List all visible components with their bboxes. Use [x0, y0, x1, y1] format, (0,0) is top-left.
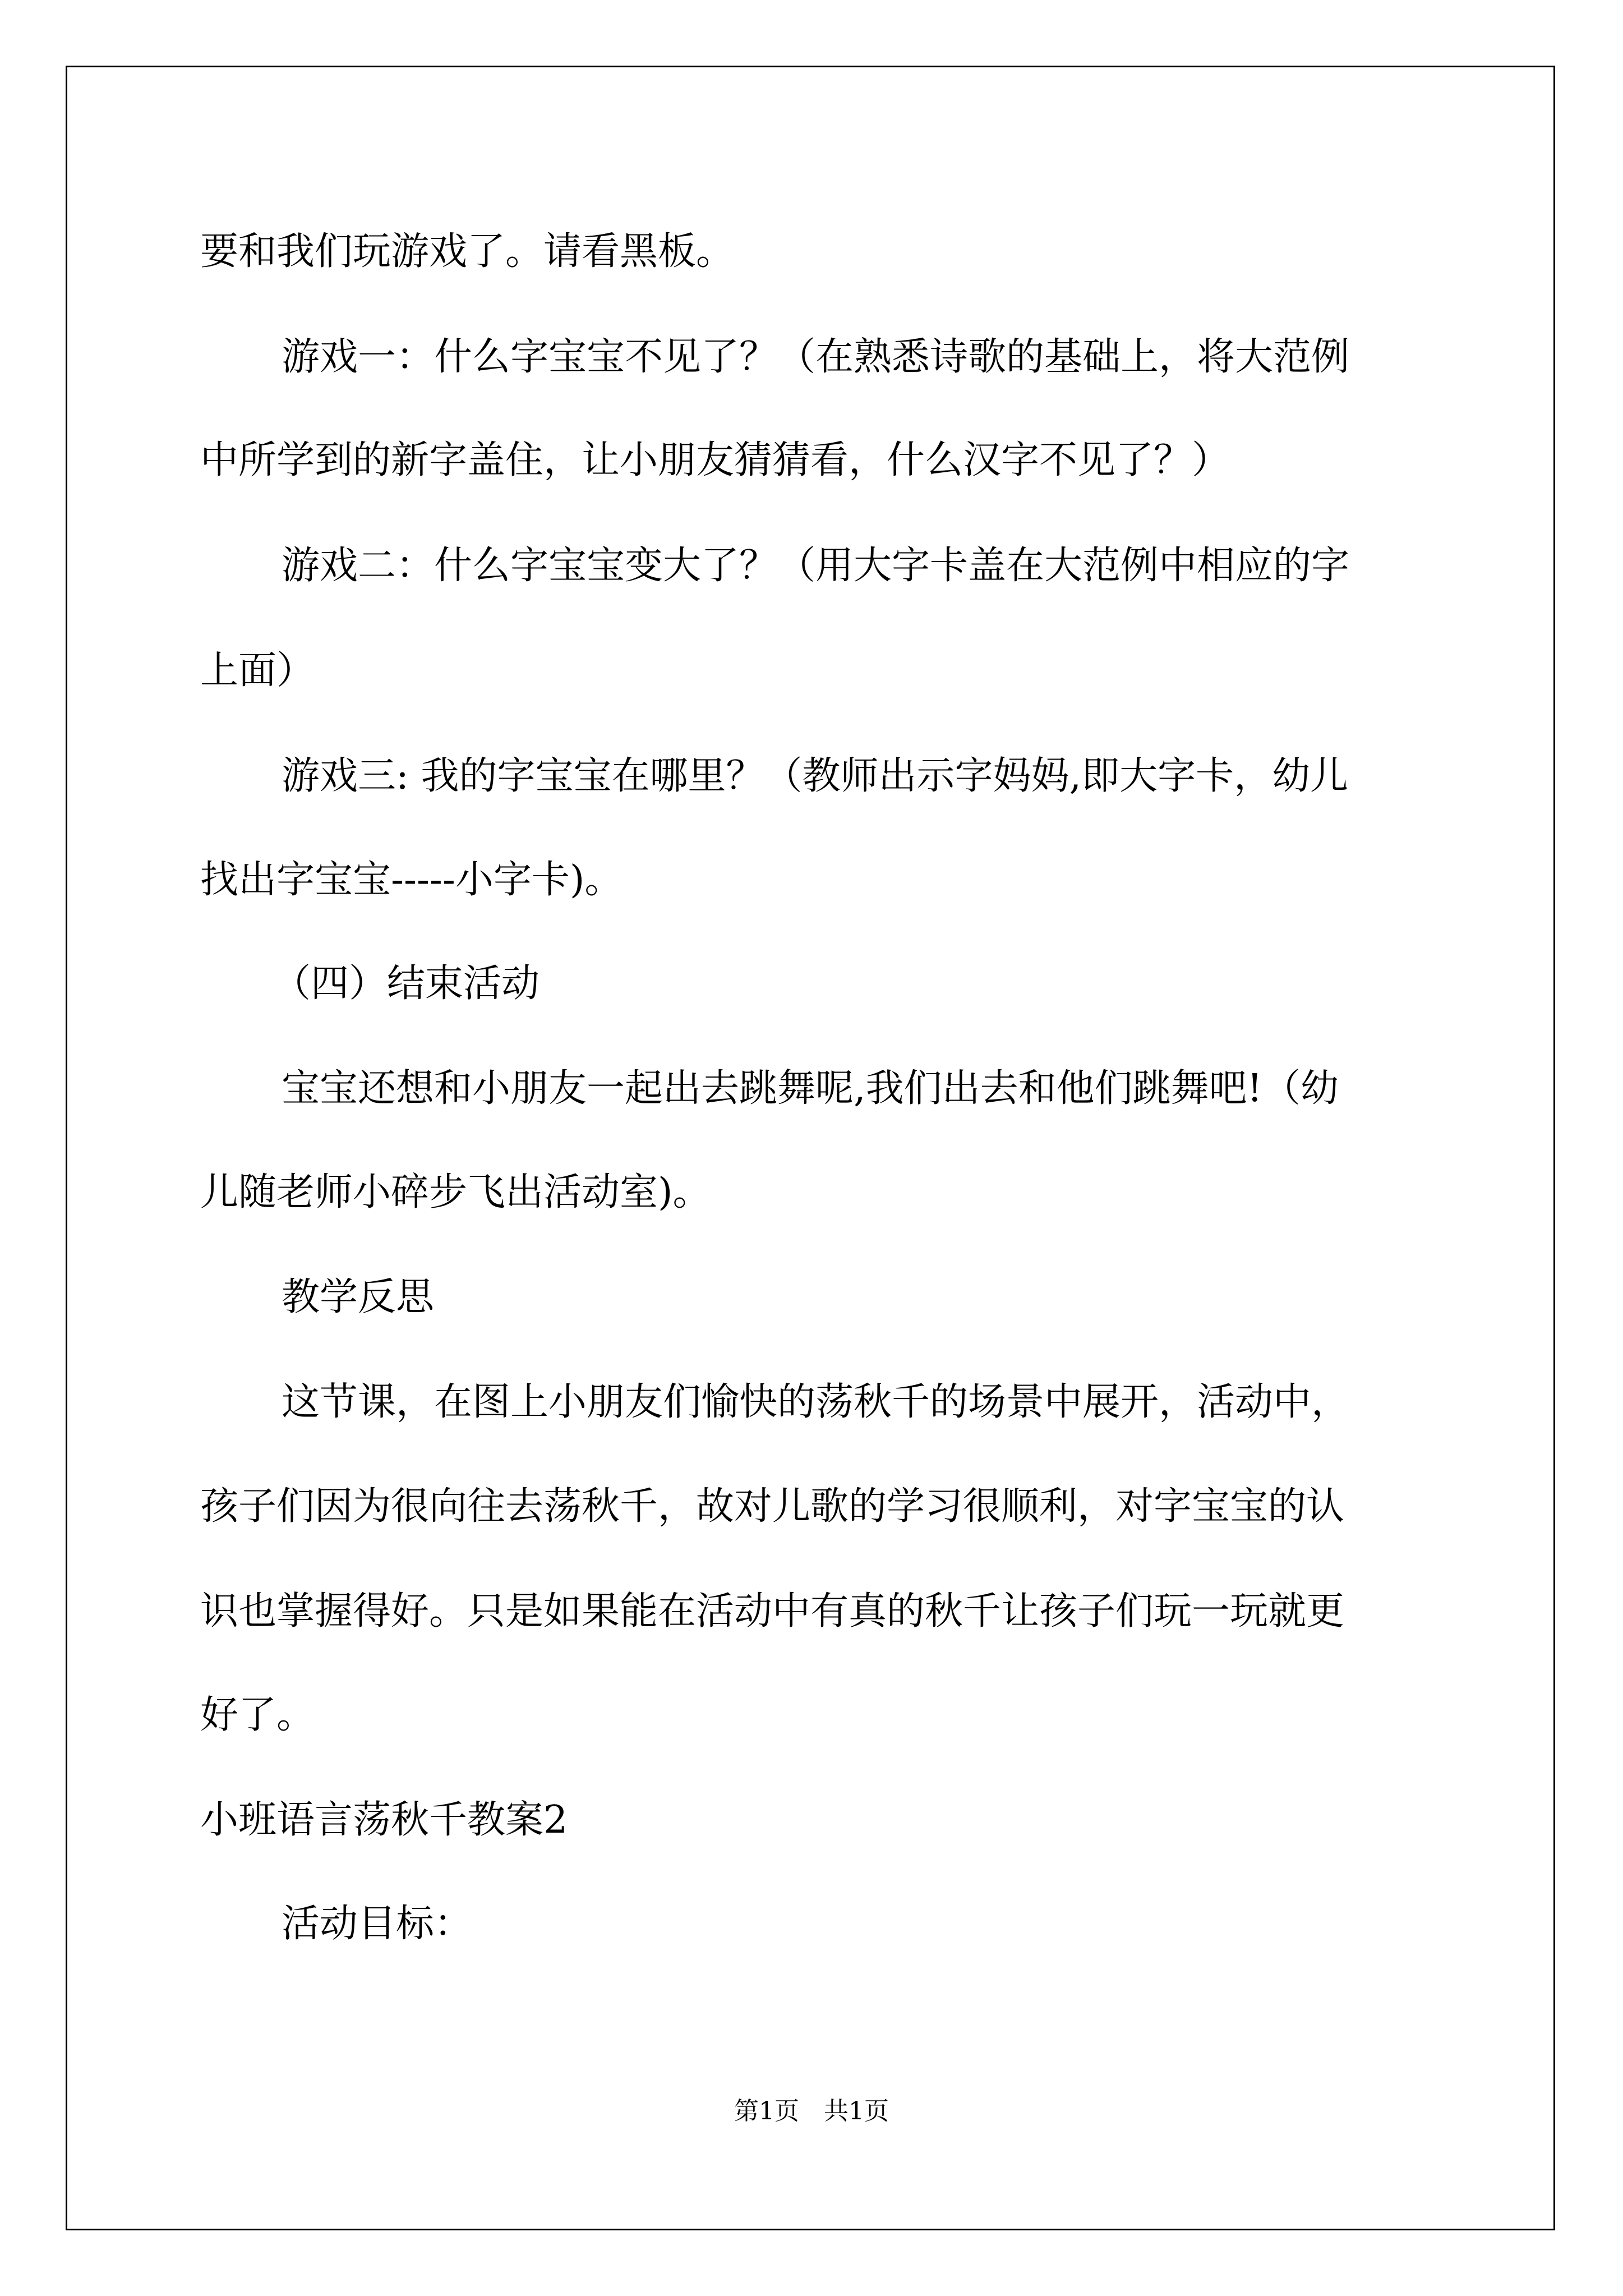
game-two-paragraph: 游戏二：什么字宝宝变大了？（用大字卡盖在大范例中相应的字	[282, 544, 1350, 588]
reflection-heading: 教学反思	[282, 1275, 435, 1319]
page-footer: 第1页 共1页	[734, 2097, 889, 2125]
lesson-plan-title: 小班语言荡秋千教案2	[200, 1798, 568, 1842]
game-three-paragraph: 游戏三: 我的字宝宝在哪里？（教师出示字妈妈,即大字卡，幼儿	[282, 754, 1349, 798]
body-text-line: 上面）	[200, 648, 315, 693]
body-text-line: 儿随老师小碎步飞出活动室)。	[200, 1170, 711, 1214]
body-text-line: 要和我们玩游戏了。请看黑板。	[200, 229, 735, 274]
activity-goals-heading: 活动目标：	[282, 1902, 473, 1946]
body-text-line: 孩子们因为很向往去荡秋千，故对儿歌的学习很顺利，对字宝宝的认	[200, 1484, 1345, 1529]
section-heading: （四）结束活动	[273, 961, 540, 1006]
closing-activity-paragraph: 宝宝还想和小朋友一起出去跳舞呢,我们出去和他们跳舞吧!（幼	[282, 1066, 1339, 1111]
body-text-line: 中所学到的新字盖住，让小朋友猜猜看，什么汉字不见了？）	[200, 438, 1230, 482]
body-text-line: 识也掌握得好。只是如果能在活动中有真的秋千让孩子们玩一玩就更	[200, 1589, 1345, 1634]
body-text-line: 好了。	[200, 1693, 315, 1737]
body-text-line: 找出字宝宝-----小字卡)。	[200, 858, 623, 902]
reflection-paragraph: 这节课，在图上小朋友们愉快的荡秋千的场景中展开，活动中，	[282, 1380, 1350, 1424]
game-one-paragraph: 游戏一：什么字宝宝不见了？（在熟悉诗歌的基础上，将大范例	[282, 335, 1350, 379]
